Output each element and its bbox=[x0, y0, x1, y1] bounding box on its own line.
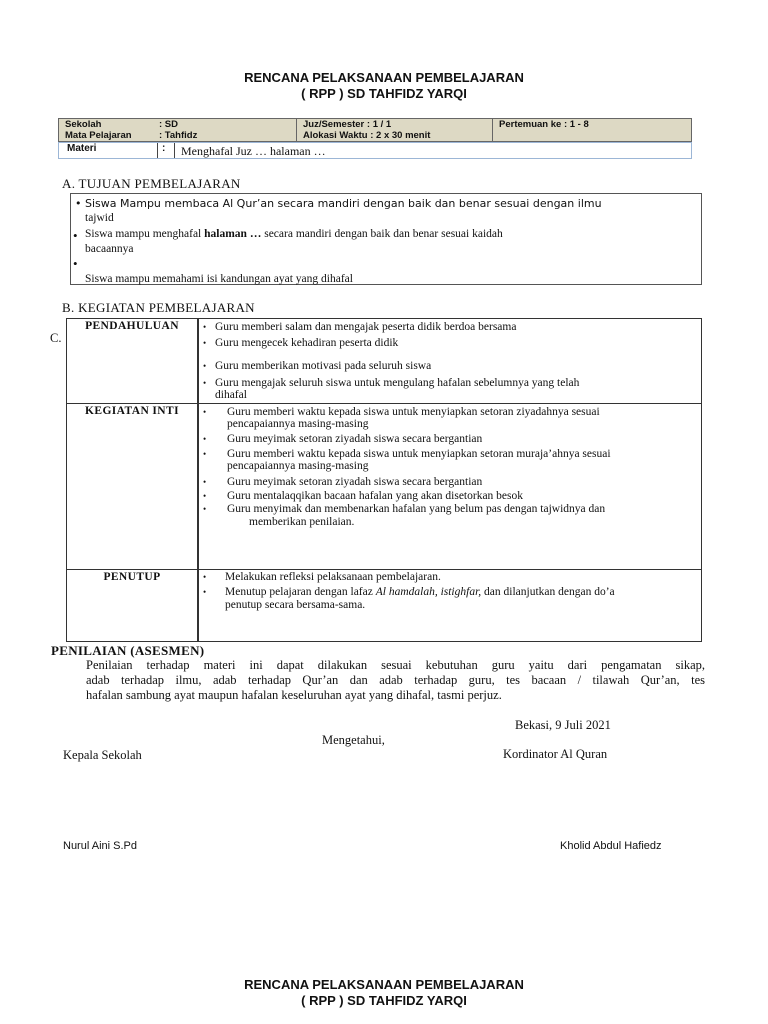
mapel-label: Mata Pelajaran bbox=[65, 130, 132, 141]
bullet-icon: • bbox=[203, 378, 207, 388]
materi-colon: : bbox=[162, 143, 166, 154]
meeting-cell bbox=[493, 119, 691, 141]
list-item: • Menutup pelajaran dengan lafaz Al hamdalah, istighfar, dan dilanjutkan dengan do’a bbox=[203, 586, 615, 598]
list-item-cont: dihafal bbox=[215, 389, 247, 401]
pendahuluan-label: PENDAHULUAN bbox=[85, 320, 179, 332]
kordinator-title: Kordinator Al Quran bbox=[503, 747, 608, 761]
header-info-box bbox=[58, 118, 692, 142]
tujuan-item-2: • Siswa mampu menghafal halaman … secara mandiri dengan baik dan benar sesuai kaidah bbox=[73, 228, 503, 243]
bullet-icon: • bbox=[203, 491, 207, 501]
tujuan-box bbox=[70, 193, 702, 285]
kegiatan-table bbox=[66, 318, 702, 642]
bullet-icon: • bbox=[203, 572, 207, 582]
kegiatan-inti-label: KEGIATAN INTI bbox=[85, 405, 179, 417]
list-item: • Melakukan refleksi pelaksanaan pembelajaran. bbox=[203, 571, 441, 583]
bullet-icon: • bbox=[203, 322, 207, 332]
list-item: • Guru menyimak dan membenarkan hafalan yang belum pas dengan tajwidnya dan bbox=[203, 503, 606, 515]
penutup-label: PENUTUP bbox=[103, 571, 161, 583]
bullet-icon: • bbox=[203, 449, 207, 459]
bullet-icon: • bbox=[203, 434, 207, 444]
tujuan-heading: A. TUJUAN PEMBELAJARAN bbox=[62, 176, 241, 191]
alokasi-waktu: Alokasi Waktu : 2 x 30 menit bbox=[303, 130, 431, 141]
list-item-cont: pencapaiannya masing-masing bbox=[227, 418, 369, 430]
list-item-cont: pencapaiannya masing-masing bbox=[227, 460, 369, 472]
penilaian-line-3: hafalan sambung ayat maupun hafalan keseluruhan ayat yang dihafal, tasmi perjuz. bbox=[86, 688, 502, 702]
document-subtitle: ( RPP ) SD TAHFIDZ YARQI bbox=[301, 86, 467, 101]
penilaian-line-1: Penilaian terhadap materi ini dapat dilakukan sesuai kebutuhan guru yaitu dari pengamatan sikap, bbox=[86, 658, 705, 672]
place-date: Bekasi, 9 Juli 2021 bbox=[515, 718, 611, 732]
list-item: • Guru mentalaqqikan bacaan hafalan yang akan disetorkan besok bbox=[203, 490, 524, 502]
materi-value: Menghafal Juz … halaman … bbox=[181, 144, 326, 158]
sekolah-value: : SD bbox=[159, 119, 178, 130]
mapel-value: : Tahfidz bbox=[159, 130, 198, 141]
bullet-icon: • bbox=[203, 361, 207, 371]
tujuan-item-1: • Siswa Mampu membaca Al Qur’an secara mandiri dengan baik dan benar sesuai dengan ilmu bbox=[75, 197, 602, 210]
next-page-subtitle: ( RPP ) SD TAHFIDZ YARQI bbox=[301, 993, 467, 1008]
mengetahui-label: Mengetahui, bbox=[322, 733, 385, 747]
tujuan-item-1-cont: tajwid bbox=[85, 212, 114, 224]
time-cell bbox=[297, 119, 493, 141]
list-item: • Guru memberikan motivasi pada seluruh siswa bbox=[203, 360, 432, 372]
tujuan-item-3: Siswa mampu memahami isi kandungan ayat yang dihafal bbox=[85, 273, 353, 285]
kegiatan-heading: B. KEGIATAN PEMBELAJARAN bbox=[62, 300, 255, 315]
tujuan-item-2-cont: bacaannya bbox=[85, 243, 134, 255]
list-item: • Guru mengajak seluruh siswa untuk mengulang hafalan sebelumnya yang telah bbox=[203, 377, 580, 389]
list-item: • Guru mengecek kehadiran peserta didik bbox=[203, 337, 399, 349]
kepala-sekolah-title: Kepala Sekolah bbox=[63, 748, 142, 762]
bullet-icon: • bbox=[203, 338, 207, 348]
kepala-sekolah-name: Nurul Aini S.Pd bbox=[63, 840, 137, 852]
materi-row bbox=[58, 142, 692, 159]
list-item: • Guru memberi waktu kepada siswa untuk menyiapkan setoran ziyadahnya sesuai bbox=[203, 406, 600, 418]
penilaian-line-2: adab terhadap ilmu, adab terhadap Qur’an dan adab terhadap guru, tes bacaan / tilawah Qur’an, tes bbox=[86, 673, 705, 687]
bullet-icon: • bbox=[203, 407, 207, 417]
pertemuan: Pertemuan ke : 1 - 8 bbox=[499, 119, 589, 130]
list-item-cont: memberikan penilaian. bbox=[249, 516, 355, 528]
document-title: RENCANA PELAKSANAAN PEMBELAJARAN bbox=[244, 70, 524, 85]
kordinator-name: Kholid Abdul Hafiedz bbox=[560, 840, 662, 852]
bullet-icon: • bbox=[203, 587, 207, 597]
list-item: • Guru memberi waktu kepada siswa untuk menyiapkan setoran muraja’ahnya sesuai bbox=[203, 448, 611, 460]
bullet-icon: • bbox=[73, 228, 78, 243]
c-label: C. bbox=[50, 331, 62, 345]
next-page-title: RENCANA PELAKSANAAN PEMBELAJARAN bbox=[244, 977, 524, 992]
school-cell bbox=[59, 119, 297, 141]
penilaian-heading: PENILAIAN (ASESMEN) bbox=[51, 643, 205, 658]
materi-label: Materi bbox=[67, 143, 97, 154]
sekolah-label: Sekolah bbox=[65, 119, 102, 130]
bullet-icon: • bbox=[203, 477, 207, 487]
list-item-cont: penutup secara bersama-sama. bbox=[225, 599, 366, 611]
list-item: • Guru meyimak setoran ziyadah siswa secara bergantian bbox=[203, 476, 483, 488]
bullet-icon: • bbox=[75, 197, 82, 210]
list-item: • Guru meyimak setoran ziyadah siswa secara bergantian bbox=[203, 433, 483, 445]
bullet-icon: • bbox=[73, 256, 78, 271]
bullet-icon: • bbox=[203, 504, 207, 514]
juz-semester: Juz/Semester : 1 / 1 bbox=[303, 119, 392, 130]
list-item: • Guru memberi salam dan mengajak peserta didik berdoa bersama bbox=[203, 321, 517, 333]
